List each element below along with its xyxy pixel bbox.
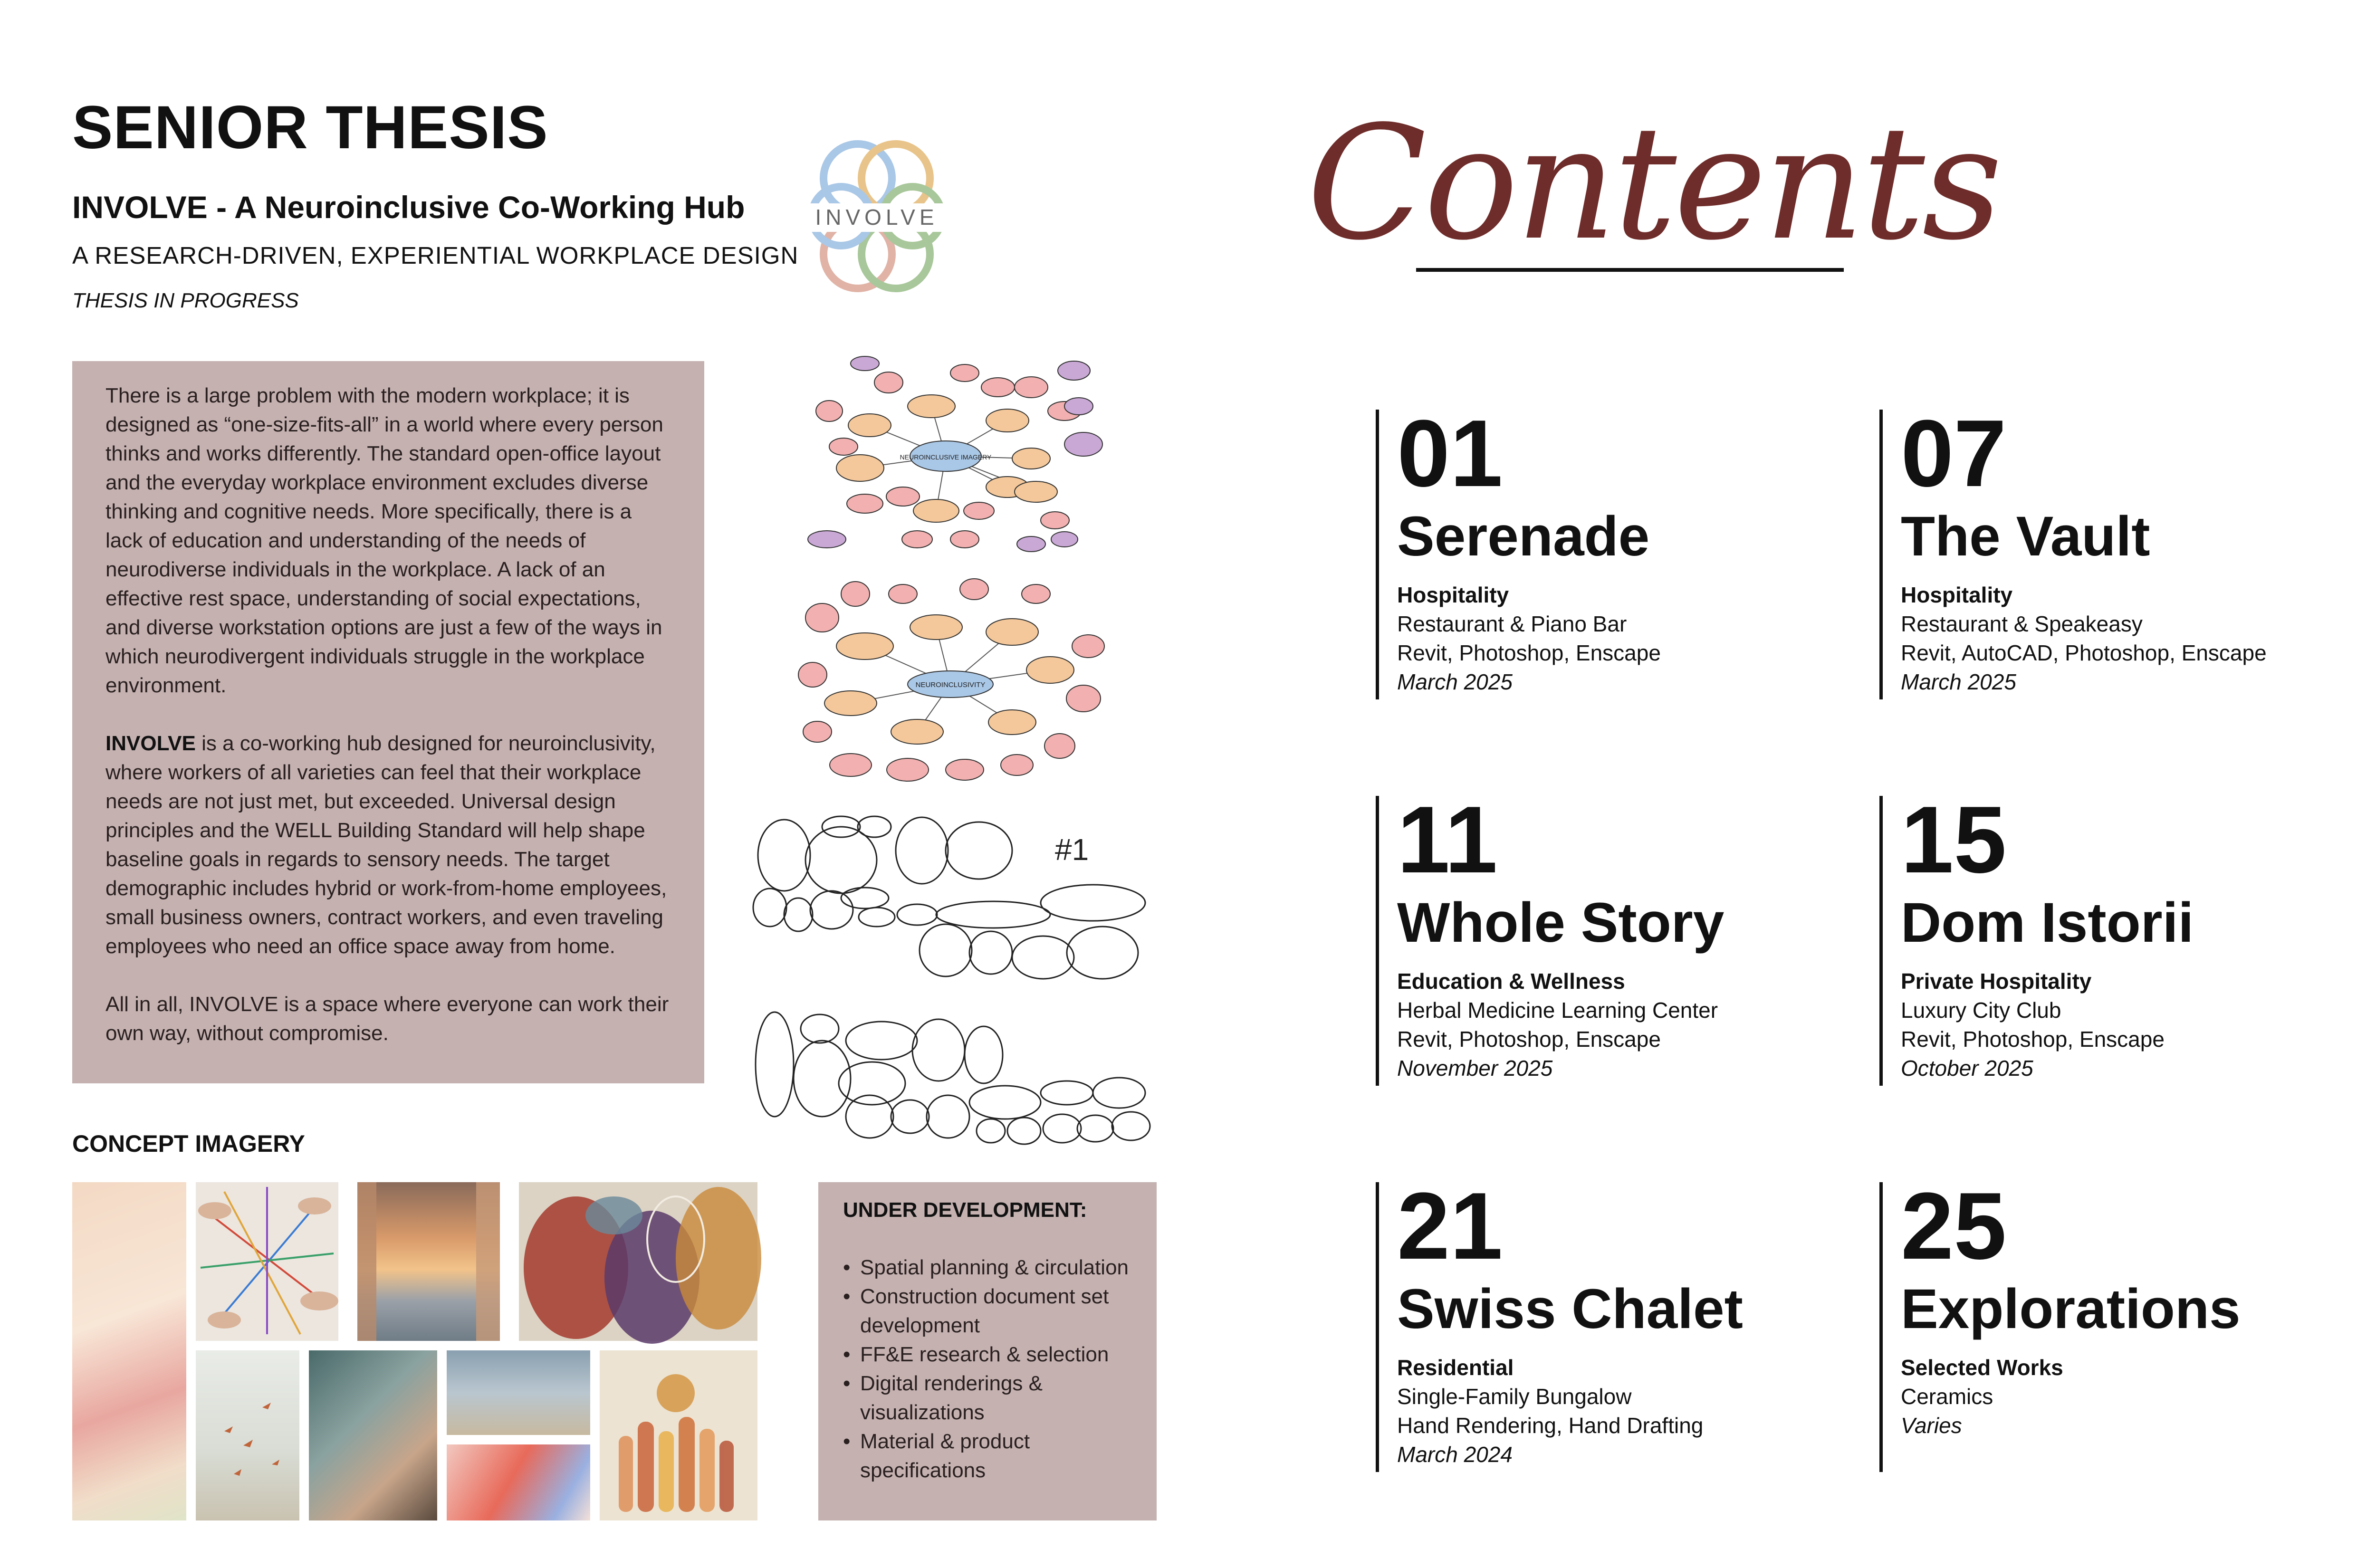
entry-category: Education & Wellness [1397,969,1625,994]
entry-date: November 2025 [1397,1056,1553,1080]
logo-text: INVOLVE [815,205,939,229]
bubble-number-label: #1 [1055,832,1089,867]
bubble-diagram-2 [753,1007,1162,1150]
mindmap-2-center-label: NEUROINCLUSIVITY [915,681,986,689]
contents-entry[interactable] [1376,401,1851,699]
description-paragraph-1: There is a large problem with the modern workplace; it is designed as “one-size-fits-all” in a world where every person thinks and works differently. The standard open-office layout and the everyday workplace environment excludes diverse thinking and cognitive needs. More specifically, there is a lack of education and understanding of the needs of neurodiverse individuals in the workplace. A lack of an effective rest space, understanding of social expectations, and diverse workstation options are just a few of the ways in which neurodivergent individuals struggle in the workplace environment. [105,384,663,697]
concept-image-watercolor-people [600,1350,757,1520]
entry-project-name: The Vault [1901,505,2150,568]
entry-type: Luxury City Club [1901,998,2061,1023]
thesis-title: SENIOR THESIS [72,94,548,162]
concept-image-abstract-figures [519,1182,757,1341]
entry-date: October 2025 [1901,1056,2033,1080]
entry-tools: Hand Rendering, Hand Drafting [1397,1413,1704,1438]
contents-entry[interactable] [1376,787,1851,1086]
list-item: • Spatial planning & circulation [843,1253,1132,1282]
description-box [72,361,704,1083]
concept-image-chairs-water [447,1350,590,1435]
list-item: • Digital renderings & visualizations [843,1369,1132,1427]
thesis-status: THESIS IN PROGRESS [72,289,299,312]
entry-category: Residential [1397,1355,1514,1380]
concept-image-gradient-blur [447,1444,590,1520]
contents-entry[interactable] [1376,1173,1851,1472]
entry-project-name: Serenade [1397,505,1650,568]
description-paragraph-3: All in all, INVOLVE is a space where everyone can work their own way, without compromise. [105,993,669,1045]
list-item: • Material & product specifications [843,1427,1132,1485]
entry-page-number: 21 [1397,1173,1503,1279]
entry-page-number: 11 [1397,787,1498,893]
entry-page-number: 01 [1397,401,1503,507]
contents-entry[interactable] [1879,1173,2355,1472]
project-title: INVOLVE - A Neuroinclusive Co-Working Hub [72,190,745,225]
entry-type: Herbal Medicine Learning Center [1397,998,1718,1023]
contents-entry[interactable] [1879,401,2355,699]
concept-image-soft-abstract [72,1182,186,1520]
concept-image-birds [196,1350,299,1520]
concept-image-window-sunset [357,1182,500,1341]
entry-date: March 2024 [1397,1442,1513,1467]
involve-lead: INVOLVE [105,732,196,755]
entry-date: Varies [1901,1413,1962,1438]
under-development-box [818,1182,1157,1520]
entry-page-number: 15 [1901,787,2007,893]
entry-page-number: 07 [1901,401,2007,507]
entry-tools: Revit, AutoCAD, Photoshop, Enscape [1901,641,2267,665]
entry-project-name: Dom Istorii [1901,891,2194,954]
entry-project-name: Whole Story [1397,891,1725,954]
entry-tools: Revit, Photoshop, Enscape [1397,1027,1661,1052]
list-item: • FF&E research & selection [843,1340,1132,1369]
entry-type: Restaurant & Piano Bar [1397,612,1627,636]
entry-category: Selected Works [1901,1355,2063,1380]
entry-page-number: 25 [1901,1173,2007,1279]
bubble-diagram-1 [751,808,1164,988]
entry-category: Hospitality [1397,583,1509,607]
mindmap-1-center-label: NEUROINCLUSIVE IMAGERY [900,453,992,461]
entry-date: March 2025 [1901,669,2016,694]
description-paragraph-2: INVOLVE is a co-working hub designed for neuroinclusivity, where workers of all varieties can feel that their workplace needs are not just met, but exceeded. Universal design principles and the WELL Building Standard will help shape baseline goals in regards to sensory needs. The target demographic includes hybrid or work-from-home employees, small business owners, contract workers, and even traveling employees who need an office space away from home. [105,732,667,958]
entry-project-name: Explorations [1901,1278,2241,1340]
project-subtitle: A RESEARCH-DRIVEN, EXPERIENTIAL WORKPLACE DESIGN [72,242,799,269]
concept-imagery-label: CONCEPT IMAGERY [72,1130,305,1157]
entry-type: Restaurant & Speakeasy [1901,612,2143,636]
contents-heading-text: Contents [1307,92,2000,275]
entry-tools: Revit, Photoshop, Enscape [1901,1027,2165,1052]
involve-logo [796,133,958,299]
entry-type: Ceramics [1901,1384,1993,1409]
entry-category: Hospitality [1901,583,2013,607]
under-development-title: UNDER DEVELOPMENT: [843,1198,1087,1222]
concept-image-aquarium-visitor [309,1350,437,1520]
entry-type: Single-Family Bungalow [1397,1384,1632,1409]
list-item: • Construction document set development [843,1282,1132,1340]
entry-tools: Revit, Photoshop, Enscape [1397,641,1661,665]
entry-project-name: Swiss Chalet [1397,1278,1743,1340]
entry-category: Private Hospitality [1901,969,2092,994]
contents-heading [1293,57,2000,323]
contents-entry[interactable] [1879,787,2355,1086]
mindmap-sketch-1 [798,349,1102,558]
concept-image-hands-strings [196,1182,338,1341]
entry-date: March 2025 [1397,669,1513,694]
under-development-list [843,1253,1132,1485]
mindmap-sketch-2 [794,575,1107,784]
